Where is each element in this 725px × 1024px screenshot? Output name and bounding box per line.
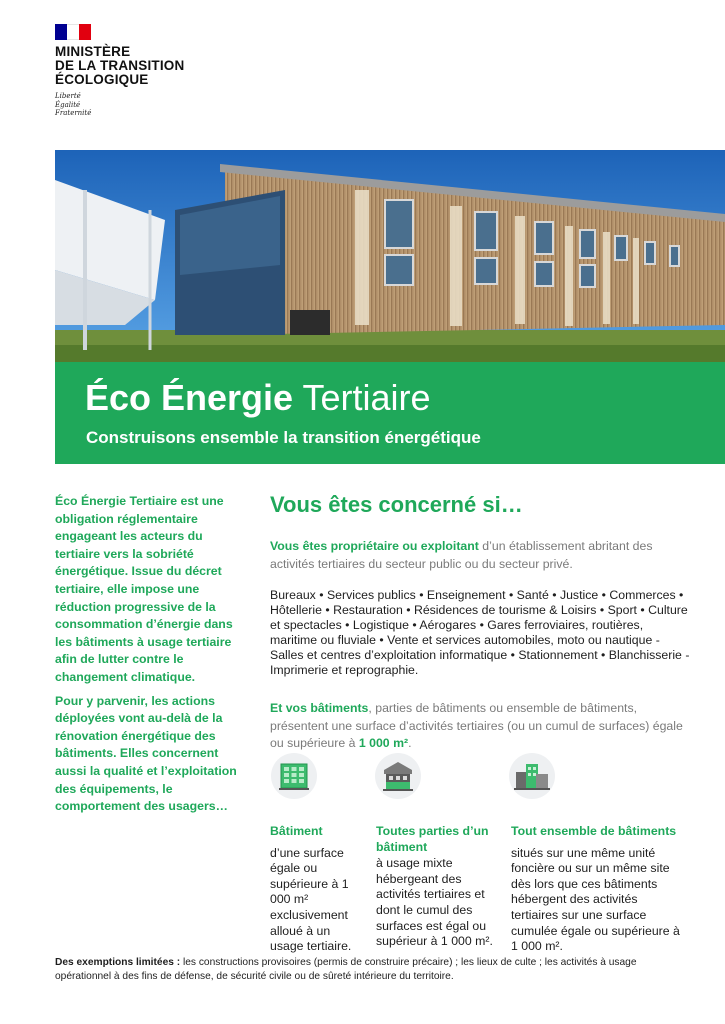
criteria-group-desc: situés sur une même unité foncière ou sur un même site dès lors que ces bâtiments hébergent des activités tertiaires sur une surface cumulée égale ou supérieure à 1 000 m². <box>511 845 680 954</box>
mixed-building-icon <box>374 752 422 800</box>
sector-list: Bureaux • Services publics • Enseignement • Santé • Justice • Commerces • Hôtellerie • Restauration • Résidences de tourisme & Loisirs • Sport • Culture et spectacles • Logistique • Aérogares • Gares ferroviaires, routières, maritime ou fluviale • Vente et services automobiles, moto ou nautique - Salles et centres d’exploitation informatique • Stationnement • Blanchisserie - Imprimerie et reprographie. <box>270 588 690 678</box>
concern-p2-end: . <box>408 736 412 751</box>
page-title <box>85 376 430 420</box>
exemptions-label: Des exemptions limitées : <box>55 957 181 968</box>
building-group-icon <box>508 752 556 800</box>
motto-egalite: Égalité <box>55 100 81 109</box>
concern-p2-highlight: Et vos bâtiments <box>270 701 369 716</box>
hero-building-photo <box>55 150 725 362</box>
concern-paragraph-2 <box>270 700 690 753</box>
motto-fraternite: Fraternité <box>55 109 92 117</box>
intro-paragraph-1: Éco Énergie Tertiaire est une obligation réglementaire engageant les acteurs du tertiaire vers la sobriété énergétique. Issue du décret tertiaire, elle impose une réduction progressive de la consommation d’énergie dans les bâtiments à usage tertiaire afin de lutter contre le changement climatique. <box>55 494 233 684</box>
criteria-group-title: Tout ensemble de bâtiments <box>511 824 677 838</box>
concern-section <box>270 492 690 753</box>
criteria-building-parts <box>376 824 496 950</box>
concern-p2-text: , parties de bâtiments ou ensemble de bâtiments, présentent une surface d’activités tertiaires (ou un cumul de surfaces) égale ou supérieure à <box>270 701 683 751</box>
criteria-parts-desc: à usage mixte hébergeant des activités tertiaires et dont le cumul des surfaces est égal ou supérieur à 1 000 m². <box>376 856 493 949</box>
exemptions-text: les constructions provisoires (permis de construire précaire) ; les lieux de culte ; les activités à usage opérationnel à des fins de défense, de sécurité civile ou de sûreté intérieure du territoire. <box>55 957 637 982</box>
concern-p1-text: d’un établissement abritant des activités tertiaires du secteur public ou du secteur privé. <box>270 539 653 571</box>
criteria-building-desc: d’une surface égale ou supérieure à 1 000 m² exclusivement alloué à un usage tertiaire. <box>270 845 352 954</box>
criteria-building <box>270 824 362 955</box>
title-banner <box>55 362 725 464</box>
criteria-building-group <box>511 824 681 955</box>
ministry-logo <box>55 24 184 118</box>
criteria-parts-title: Toutes parties d’un bâtiment <box>376 824 489 854</box>
republic-motto <box>55 92 184 118</box>
building-icons-row <box>270 752 690 802</box>
page-subtitle: Construisons ensemble la transition énergétique <box>86 428 481 447</box>
intro-column <box>55 493 240 822</box>
ministry-line-2: DE LA TRANSITION <box>55 58 185 73</box>
ministry-line-3: ÉCOLOGIQUE <box>55 72 149 87</box>
marianne-flag-icon <box>55 24 91 40</box>
building-icon <box>270 752 318 800</box>
concern-p1-highlight: Vous êtes propriétaire ou exploitant <box>270 539 479 553</box>
ministry-name <box>55 45 184 87</box>
concern-p2-value: 1 000 m² <box>358 736 409 751</box>
motto-liberte: Liberté <box>55 92 81 100</box>
ministry-line-1: MINISTÈRE <box>55 44 131 59</box>
title-light: Tertiaire <box>302 377 431 418</box>
concern-heading: Vous êtes concerné si… <box>270 492 523 517</box>
intro-paragraph-2: Pour y parvenir, les actions déployées vont au-delà de la rénovation énergétique des bâtiments. Elles concernent aussi la qualité et l’exploitation des équipements, le comportement des usagers… <box>55 693 237 814</box>
title-bold: Éco Énergie <box>85 377 294 418</box>
criteria-building-title: Bâtiment <box>270 824 323 838</box>
concern-paragraph-1 <box>270 538 690 573</box>
exemptions-note <box>55 956 685 984</box>
